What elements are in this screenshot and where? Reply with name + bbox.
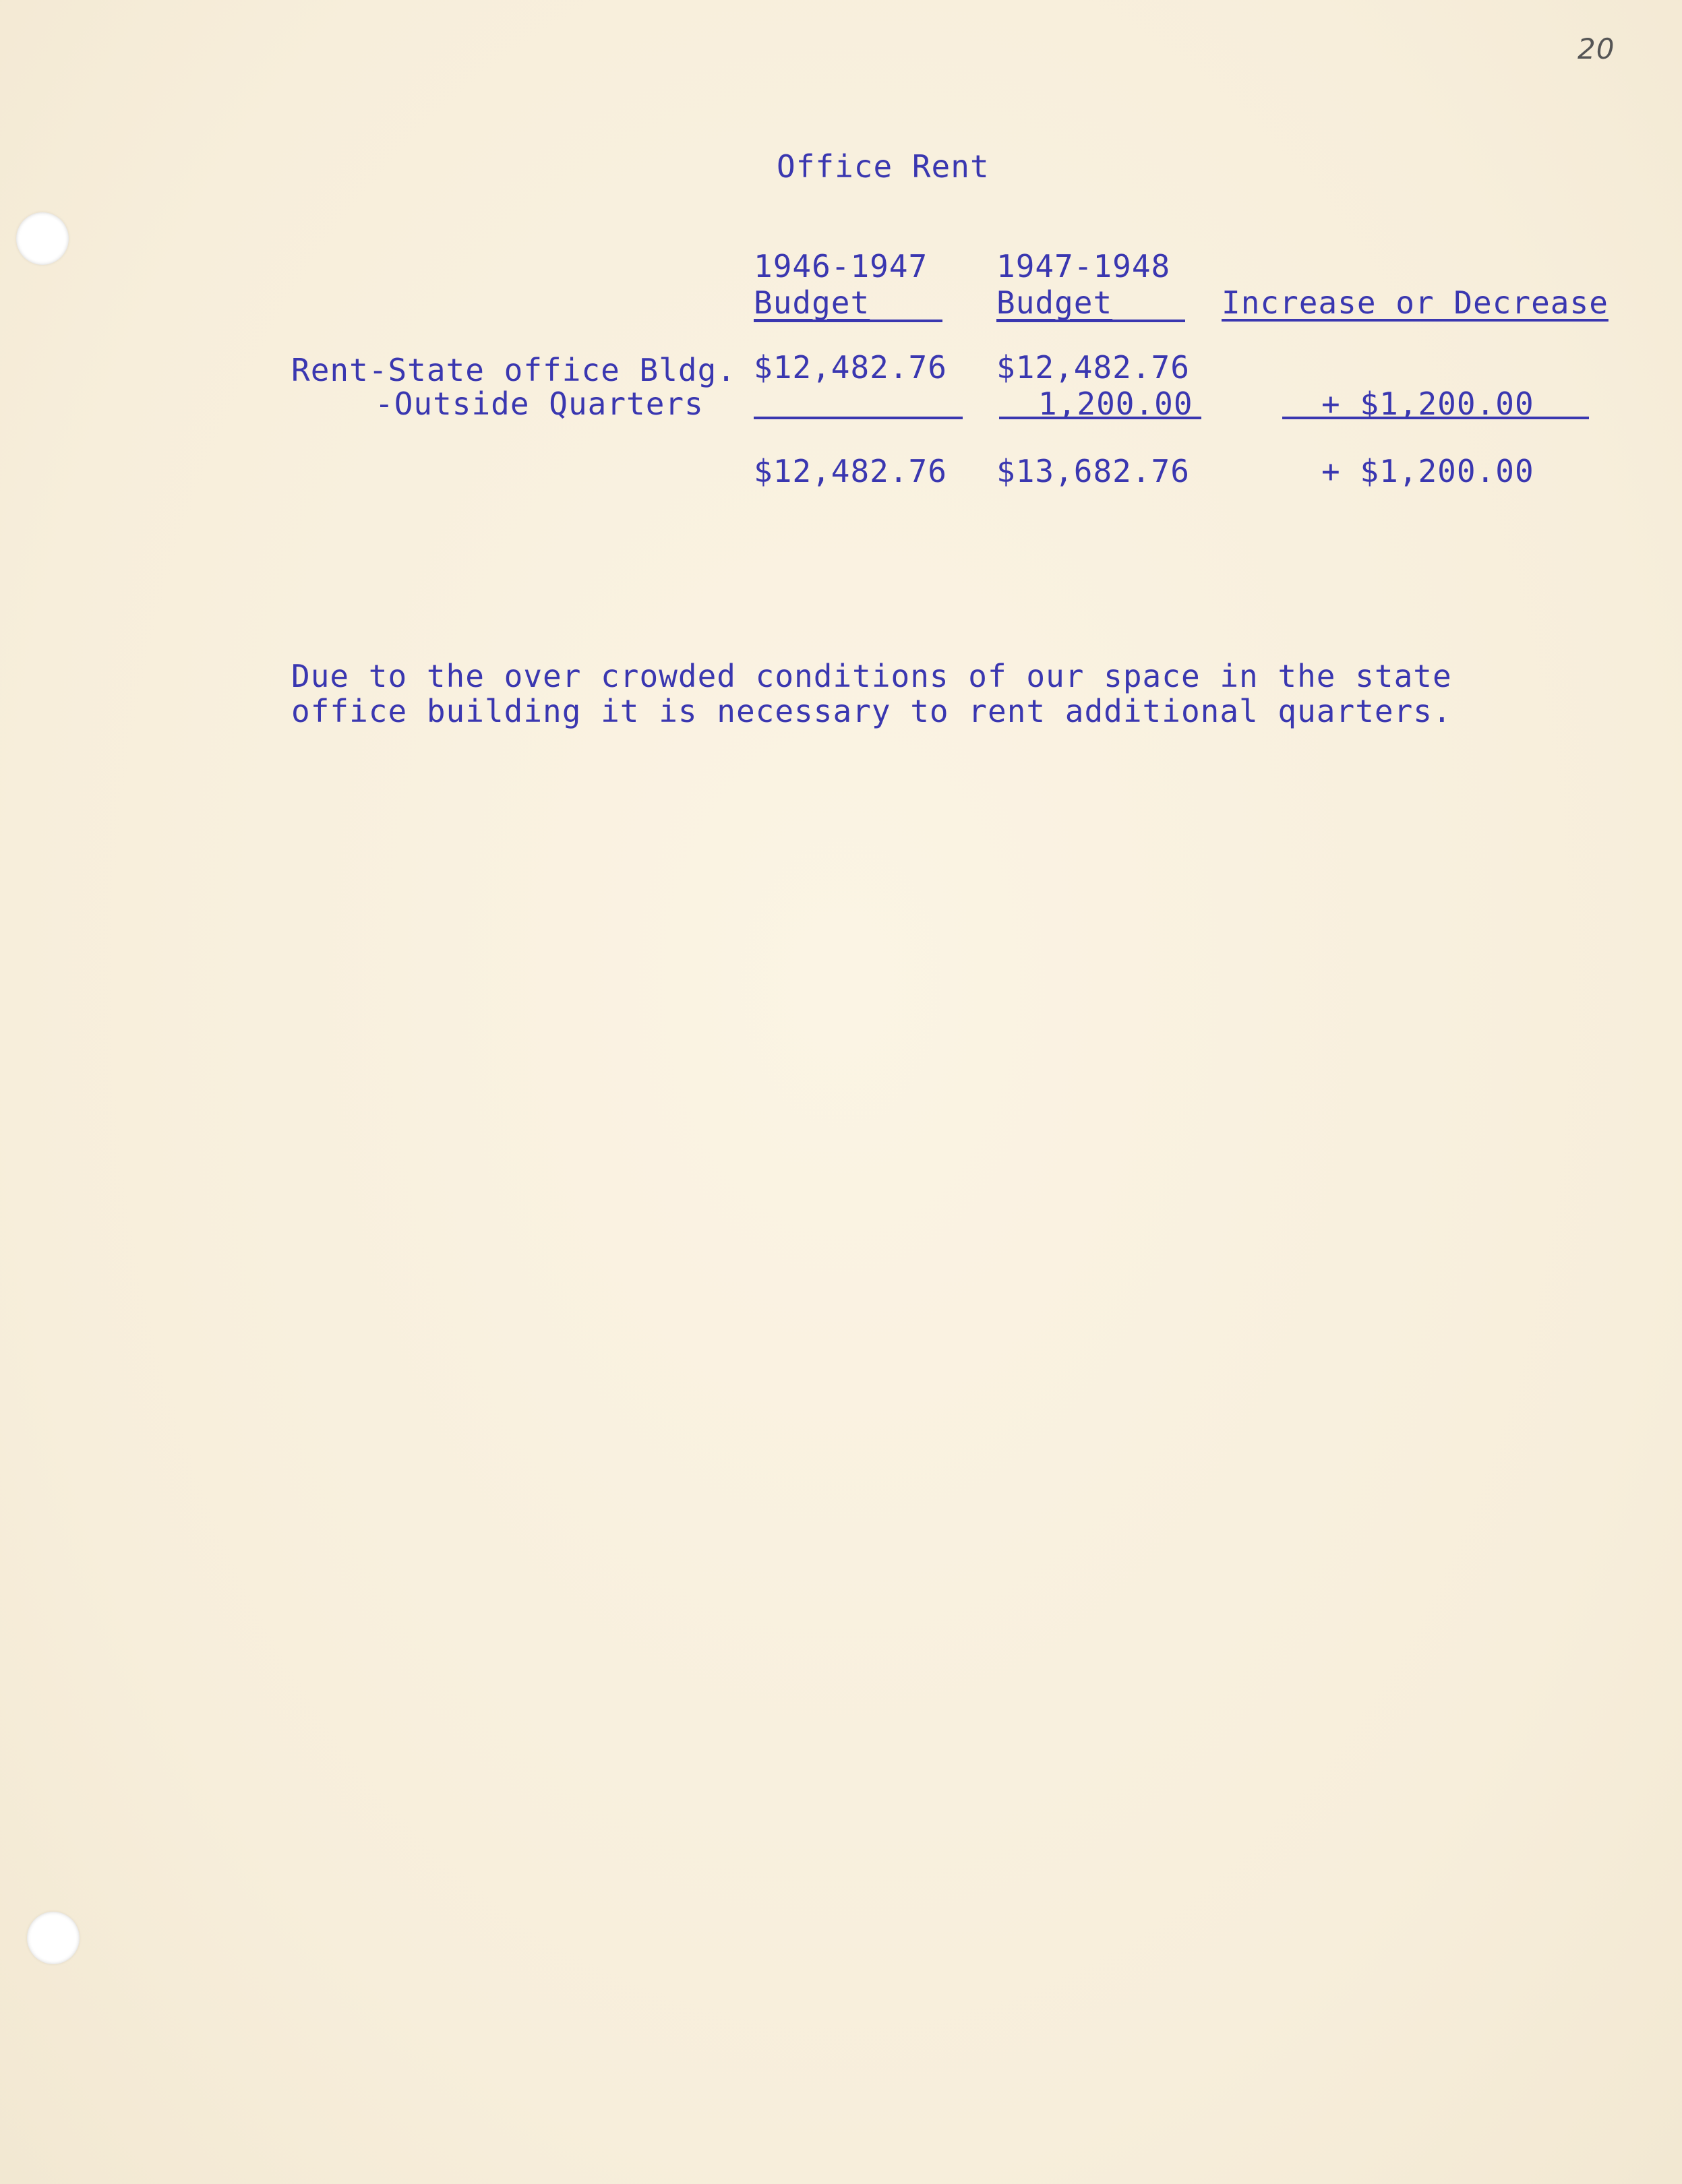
col2-subtotal-rule	[999, 417, 1201, 419]
page-number: 20	[1578, 32, 1615, 65]
row-label-outside-quarters: -Outside Quarters	[375, 386, 704, 422]
total-col3-value: + $1,200.00	[1321, 453, 1534, 489]
col1-budget-header: Budget	[754, 284, 870, 321]
col3-header: Increase or Decrease	[1222, 284, 1609, 321]
binder-hole-bottom	[27, 1912, 80, 1964]
row1-col1-value: $12,482.76	[754, 349, 947, 386]
binder-hole-top	[16, 212, 69, 265]
col1-subtotal-rule	[754, 417, 963, 419]
row2-col2-value: 1,200.00	[1038, 386, 1193, 422]
page-title: Office Rent	[777, 148, 990, 185]
col1-year-header: 1946-1947	[754, 248, 928, 284]
col2-header-rule	[996, 320, 1185, 322]
row2-col3-value: + $1,200.00	[1321, 386, 1534, 422]
note-line-1: Due to the over crowded conditions of our space in the state	[291, 658, 1452, 694]
col1-header-rule	[754, 320, 942, 322]
col2-year-header: 1947-1948	[996, 248, 1171, 284]
note-line-2: office building it is necessary to rent additional quarters.	[291, 693, 1452, 729]
row-label-state-office: Rent-State office Bldg.	[291, 352, 736, 388]
row1-col2-value: $12,482.76	[996, 349, 1190, 386]
col2-budget-header: Budget	[996, 284, 1113, 321]
col3-subtotal-rule	[1282, 417, 1589, 419]
total-col2-value: $13,682.76	[996, 453, 1190, 489]
total-col1-value: $12,482.76	[754, 453, 947, 489]
